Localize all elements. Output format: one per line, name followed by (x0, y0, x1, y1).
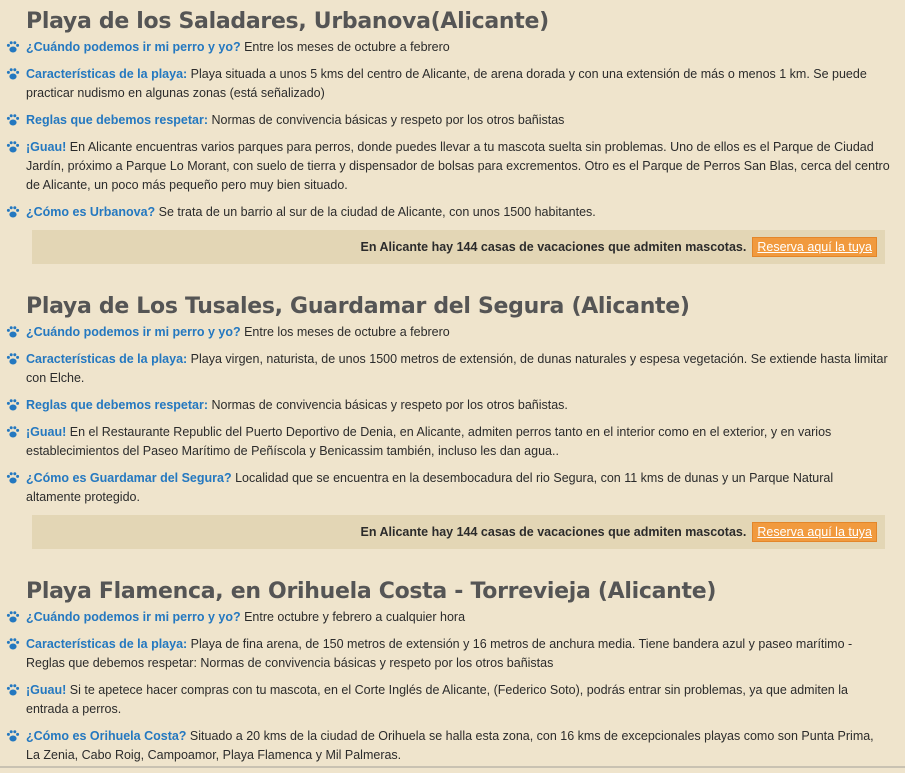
beach-section-tusales (0, 293, 899, 549)
paw-icon (6, 683, 20, 697)
item-text: En el Restaurante Republic del Puerto Deportivo de Denia, en Alicante, admiten perros tanto en el interior como en el exterior, y en varios establecimientos del Paseo Marítimo de Peñíscola y Benicassim también, incluso les dan agua.. (26, 425, 832, 458)
section-title: Playa Flamenca, en Orihuela Costa - Torrevieja (Alicante) (26, 579, 717, 604)
item-text: Localidad que se encuentra en la desembocadura del rio Segura, con 11 kms de dunas y un Parque Natural altamente protegido. (26, 471, 834, 504)
paw-icon (6, 113, 20, 127)
booking-bar (32, 230, 885, 264)
booking-text: En Alicante hay 144 casas de vacaciones que admiten mascotas. (360, 240, 747, 254)
item-key: ¿Cómo es Urbanova? (26, 205, 156, 219)
info-item-features (6, 635, 899, 673)
paw-icon (6, 352, 20, 366)
paw-icon (6, 40, 20, 54)
item-text: Playa virgen, naturista, de unos 1500 metros de extensión, de dunas naturales y espesa vegetación. Se extiende hasta limitar con Elche. (26, 352, 888, 385)
item-key: ¿Cuándo podemos ir mi perro y yo? (26, 610, 241, 624)
item-key: ¿Cuándo podemos ir mi perro y yo? (26, 325, 241, 339)
paw-icon (6, 140, 20, 154)
book-button[interactable]: Reserva aquí la tuya (752, 522, 877, 542)
item-key: ¿Cuándo podemos ir mi perro y yo? (26, 40, 241, 54)
info-item-place (6, 727, 899, 765)
item-key: Características de la playa: (26, 67, 188, 81)
item-key: Características de la playa: (26, 352, 188, 366)
info-item-features (6, 65, 899, 103)
paw-icon (6, 398, 20, 412)
info-item-place (6, 469, 899, 507)
section-title: Playa de los Saladares, Urbanova(Alicante) (26, 9, 549, 34)
item-key: ¿Cómo es Orihuela Costa? (26, 729, 187, 743)
item-text: Entre octubre y febrero a cualquier hora (240, 610, 466, 624)
section-title: Playa de Los Tusales, Guardamar del Segura (Alicante) (26, 294, 690, 319)
info-item-guau (6, 138, 899, 195)
paw-icon (6, 205, 20, 219)
paw-icon (6, 67, 20, 81)
item-text: En Alicante encuentras varios parques para perros, donde puedes llevar a tu mascota suelta sin problemas. Uno de ellos es el Parque de Ciudad Jardín, próximo a Parque Lo Morant, con suelo de tierra y dispensador de bolsas para excrementos. Otro es el Parque de Perros San Blas, cerca del centro de Alicante, un poco más pequeño pero muy bien situado. (26, 140, 890, 192)
paw-icon (6, 637, 20, 651)
booking-text: En Alicante hay 144 casas de vacaciones que admiten mascotas. (360, 525, 747, 539)
info-item-guau (6, 681, 899, 719)
item-key: ¡Guau! (26, 140, 67, 154)
item-text: Playa situada a unos 5 kms del centro de Alicante, de arena dorada y con una extensión de más o menos 1 km. Se puede practicar nudismo en algunas zonas (está señalizado) (26, 67, 867, 100)
item-text: Normas de convivencia básicas y respeto por los otros bañistas (208, 113, 565, 127)
info-item-rules (6, 396, 899, 415)
item-key: ¡Guau! (26, 425, 67, 439)
info-item-rules (6, 111, 899, 130)
info-item-features (6, 350, 899, 388)
item-key: ¿Cómo es Guardamar del Segura? (26, 471, 232, 485)
beach-section-flamenca (0, 578, 899, 773)
book-button[interactable]: Reserva aquí la tuya (752, 237, 877, 257)
item-text: Entre los meses de octubre a febrero (240, 40, 450, 54)
item-key: Reglas que debemos respetar: (26, 113, 209, 127)
booking-bar (32, 515, 885, 549)
item-text: Si te apetece hacer compras con tu mascota, en el Corte Inglés de Alicante, (Federico Soto), podrás entrar sin problemas, ya que admiten la entrada a perros. (26, 683, 848, 716)
paw-icon (6, 729, 20, 743)
item-key: Reglas que debemos respetar: (26, 398, 209, 412)
item-key: Características de la playa: (26, 637, 188, 651)
paw-icon (6, 325, 20, 339)
item-text: Playa de fina arena, de 150 metros de extensión y 16 metros de anchura media. Tiene bandera azul y paseo marítimo - Reglas que debemos respetar: Normas de convivencia básicas y respeto por los otros bañistas (26, 637, 853, 670)
paw-icon (6, 471, 20, 485)
item-text: Normas de convivencia básicas y respeto por los otros bañistas. (208, 398, 568, 412)
info-item-guau (6, 423, 899, 461)
info-item-when (6, 323, 899, 342)
item-text: Se trata de un barrio al sur de la ciudad de Alicante, con unos 1500 habitantes. (155, 205, 596, 219)
beach-section-saladares (0, 8, 899, 264)
item-text: Situado a 20 kms de la ciudad de Orihuela se halla esta zona, con 16 kms de excepcionales playas como son Punta Prima, La Zenia, Cabo Roig, Campoamor, Playa Flamenca y Mil Palmeras. (26, 729, 874, 762)
item-key: ¡Guau! (26, 683, 67, 697)
paw-icon (6, 610, 20, 624)
info-item-place (6, 203, 899, 222)
paw-icon (6, 425, 20, 439)
item-text: Entre los meses de octubre a febrero (240, 325, 450, 339)
info-item-when (6, 608, 899, 627)
info-item-when (6, 38, 899, 57)
